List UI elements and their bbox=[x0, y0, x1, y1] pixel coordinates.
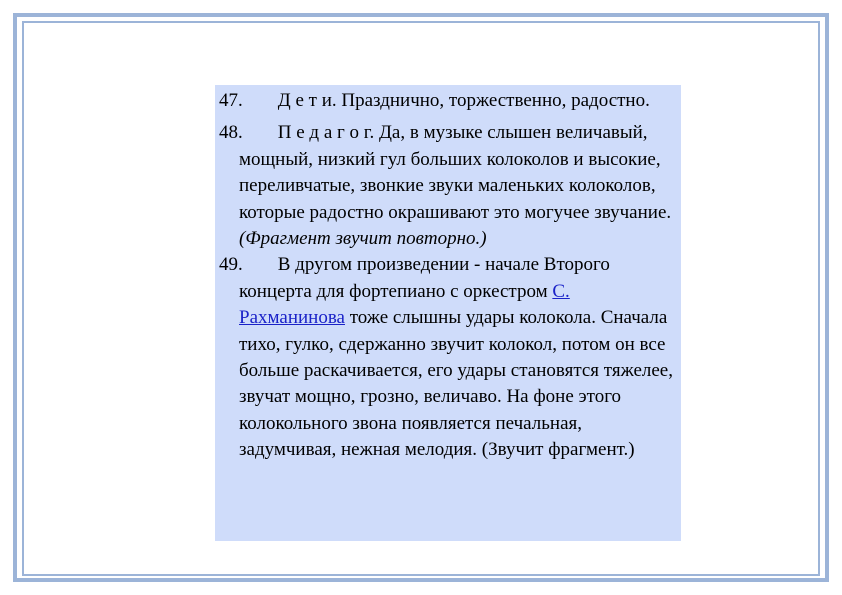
item-text: Празднично, торжественно, радостно. bbox=[341, 90, 650, 111]
list-item-48 bbox=[219, 120, 675, 252]
rachmaninov-link[interactable]: С. Рахманинова bbox=[239, 280, 570, 329]
list-item-49 bbox=[219, 252, 675, 463]
item-number: 48. bbox=[219, 122, 243, 144]
item-number: 49. bbox=[219, 254, 243, 276]
speaker-label: Д е т и. bbox=[277, 90, 337, 111]
item-number: 47. bbox=[219, 90, 243, 111]
item-text-before-link: В другом произведении - начале Второго концерта для фортепиано с оркестром bbox=[239, 254, 610, 302]
item-text: Да, в музыке слышен величавый, мощный, низкий гул больших колоколов и высокие, переливчатые, звонкие звуки маленьких колоколов, которые радостно окрашивают это могучее звучание. bbox=[239, 122, 672, 223]
speaker-label: П е д а г о г. bbox=[277, 122, 375, 144]
item-text-after-link: тоже слышны удары колокола. Сначала тихо, гулко, сдержанно звучит колокол, потом он все больше раскачивается, его удары становятся тяжелее, звучат мощно, грозно, величаво. На фоне этого колокольного звона появляется печальная, задумчивая, нежная мелодия. (Звучит фрагмент.) bbox=[239, 307, 673, 461]
list-item-47 bbox=[219, 88, 675, 114]
stage-note: (Фрагмент звучит повторно.) bbox=[239, 228, 487, 250]
text-block bbox=[215, 85, 681, 541]
